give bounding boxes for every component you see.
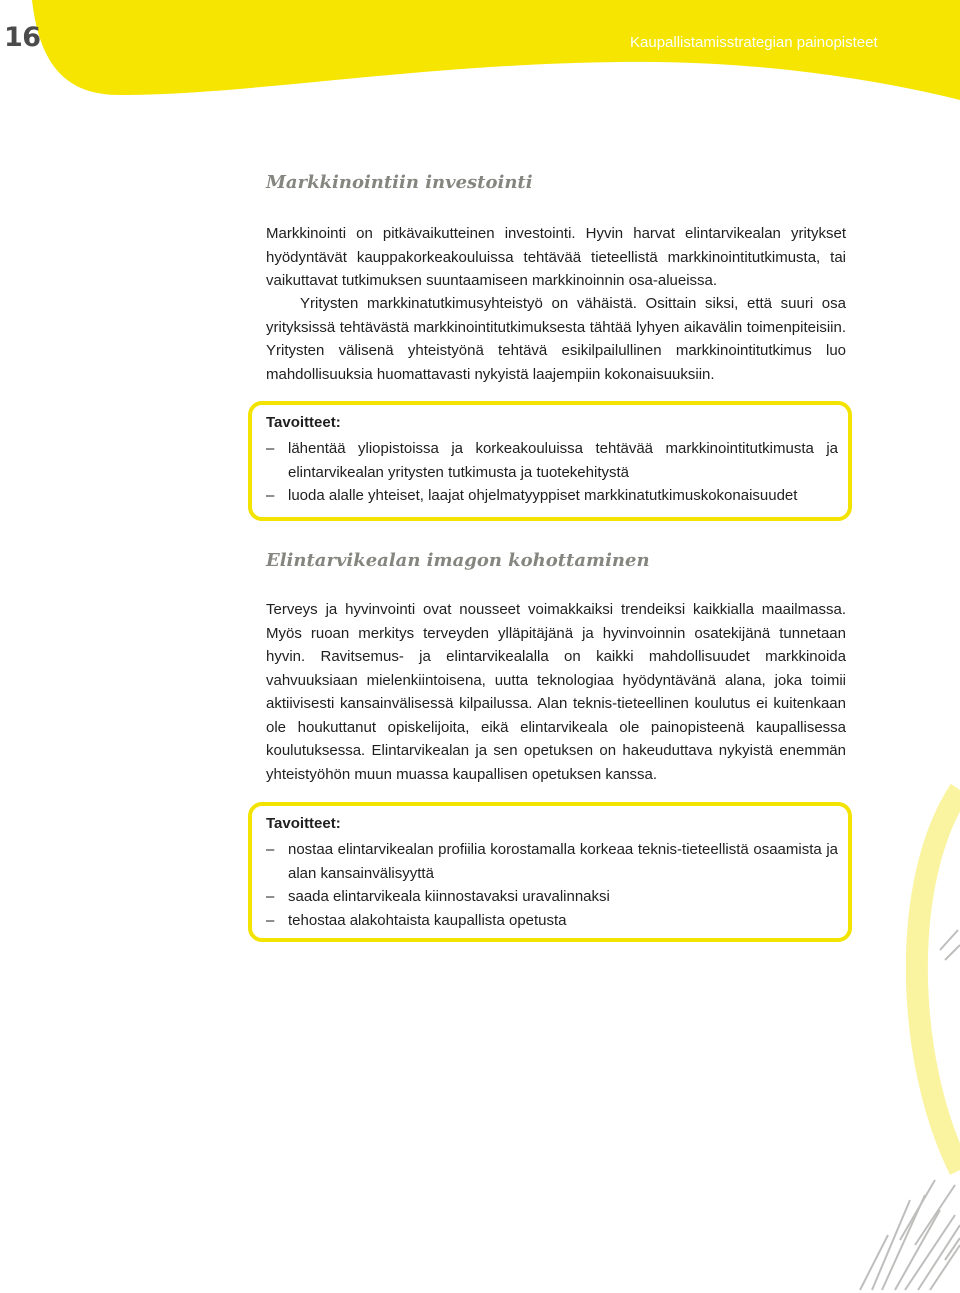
goals-list	[266, 437, 838, 508]
list-item	[266, 437, 838, 484]
list-item	[266, 885, 838, 909]
goal-text: saada elintarvikeala kiinnostavaksi uravalinnaksi	[288, 888, 610, 905]
page-number: 16	[4, 22, 41, 53]
goals-heading: Tavoitteet:	[266, 815, 341, 832]
goal-text: lähentää yliopistoissa ja korkeakouluissa tehtävää markkinointitutkimusta ja elintarvikealan yritysten tutkimusta ja tuotekehitystä	[288, 440, 838, 481]
goals-list	[266, 838, 838, 932]
paragraph-image-1: Terveys ja hyvinvointi ovat nousseet voimakkaiksi trendeiksi kaikkialla maailmassa. Myös ruoan merkitys terveyden ylläpitäjänä ja hyvinvoinnin osatekijänä tunnetaan hyvin. Ravitsemus- ja elintarvikealalla on kaikki mahdollisuudet markkinoida vahvuuksiaan mielenkiintoisena, uutta teknologiaa hyödyntävänä alana, joka toimii aktiivisesti kansainvälisessä kilpailussa. Alan teknis-tieteellinen koulutus ei kuitenkaan ole houkuttanut opiskelijoita, eikä elintarvikeala ole painopisteenä kaupallisessa koulutuksessa. Elintarvikealan ja sen opetuksen on hakeuduttava nykyistä enemmän yhteistyöhön muun muassa kaupallisen opetuksen kanssa.	[266, 601, 846, 783]
paragraph-marketing-2: Yritysten markkinatutkimusyhteistyö on vähäistä. Osittain siksi, että suuri osa yrityksissä tehtävästä markkinointitutkimuksesta tähtää lyhyen aikavälin toimenpiteisiin. Yritysten välisenä yhteistyönä tehtävä esikilpailullinen markkinointitutkimus luo mahdollisuuksia huomattavasti nykyistä laajempiin kokonaisuuksiin.	[266, 295, 846, 383]
list-item	[266, 909, 838, 933]
goals-box-marketing	[248, 401, 852, 521]
goals-heading: Tavoitteet:	[266, 414, 341, 431]
dash-marker: –	[266, 440, 275, 457]
dash-marker: –	[266, 911, 275, 929]
running-header-title: Kaupallistamisstrategian painopisteet	[630, 34, 878, 51]
right-arc-decoration	[917, 790, 960, 1170]
dash-marker: –	[266, 487, 275, 504]
goal-text: luoda alalle yhteiset, laajat ohjelmatyyppiset markkinatutkimuskokonaisuudet	[288, 487, 798, 504]
goal-text: nostaa elintarvikealan profiilia korostamalla korkeaa teknis-tieteellistä osaamista ja alan kansainvälisyyttä	[288, 841, 838, 882]
dash-marker: –	[266, 841, 275, 858]
list-item	[266, 484, 838, 508]
paragraph-marketing-1: Markkinointi on pitkävaikutteinen investointi. Hyvin harvat elintarvikealan yritykset hyödyntävät kauppakorkeakouluissa tehtävää tieteellistä markkinointitutkimusta, tai vaikuttavat tutkimuksen suuntaamiseen markkinoinnin osa-alueissa.	[266, 225, 846, 289]
goals-box-image	[248, 802, 852, 942]
dash-marker: –	[266, 888, 275, 905]
goal-text: tehostaa alakohtaista kaupallista opetusta	[288, 911, 567, 929]
list-item	[266, 838, 838, 885]
section-title-marketing: Markkinointiin investointi	[266, 172, 533, 193]
section-title-image: Elintarvikealan imagon kohottaminen	[266, 550, 650, 571]
